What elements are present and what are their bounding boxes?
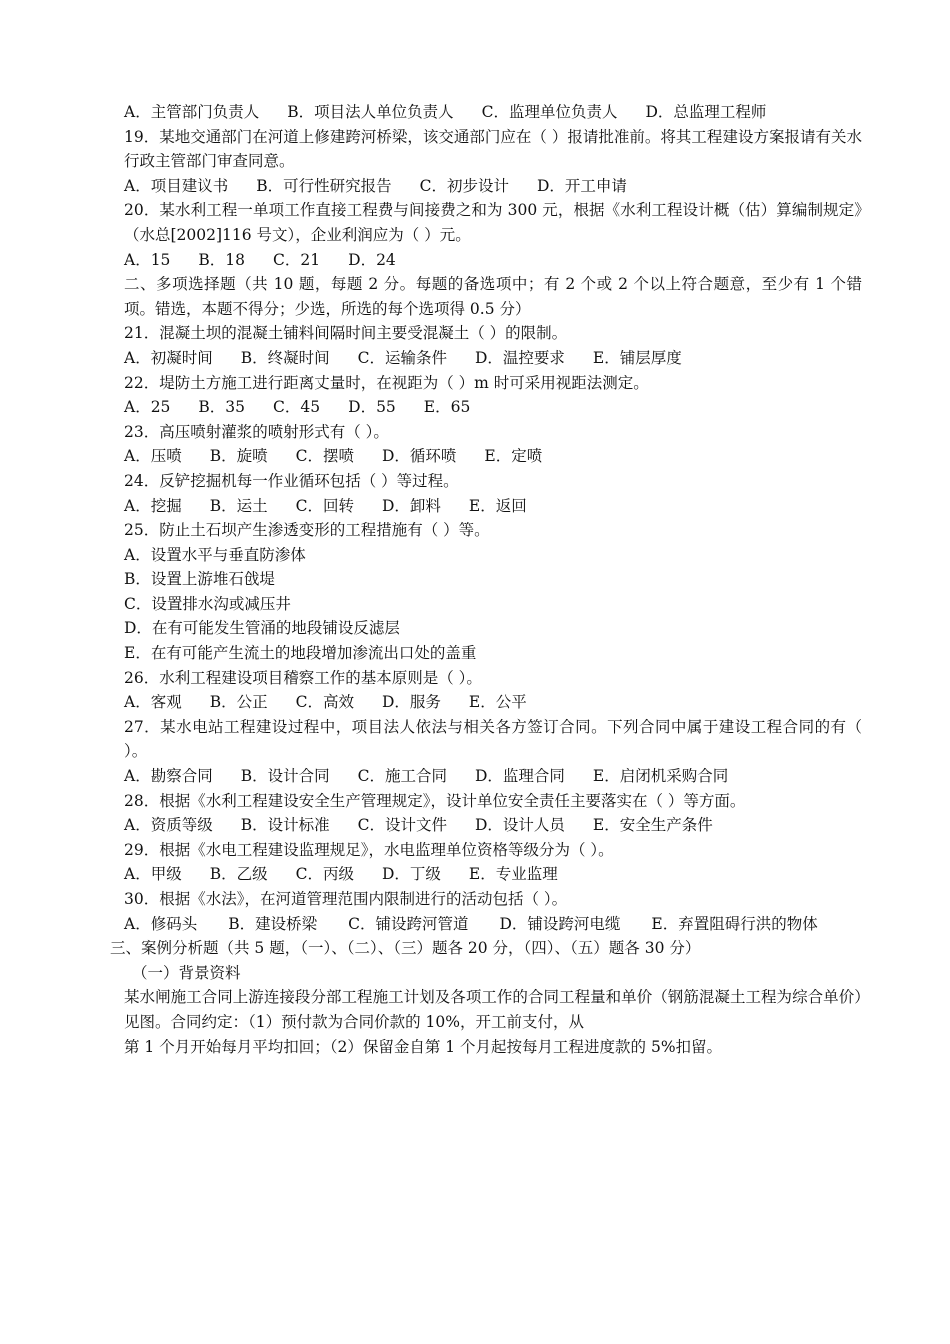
text-line: C．设置排水沟或减压井	[124, 594, 291, 613]
answer-option: C．丙级	[295, 865, 354, 884]
text-line: 三、案例分析题（共 5 题，（一）、（二）、（三）题各 20 分，（四）、（五）题各 30 分）	[110, 939, 701, 958]
answer-option: B．终凝时间	[240, 348, 330, 367]
answer-option: D．设计人员	[474, 816, 565, 835]
answer-option: A．勘察合同	[124, 767, 213, 786]
text-line: 23．高压喷射灌浆的喷射形式有（ ）。	[124, 422, 389, 441]
answer-option: E．安全生产条件	[592, 816, 713, 835]
answer-options-line	[92, 494, 862, 519]
answer-option: D．循环喷	[381, 447, 457, 466]
answer-option: A．初凝时间	[124, 348, 213, 367]
text-line: （一）背景资料	[132, 963, 241, 982]
answer-options-line	[92, 444, 862, 469]
answer-options-line	[92, 174, 862, 199]
text-line: 26．水利工程建设项目稽察工作的基本原则是（ ）。	[124, 668, 482, 687]
answer-option: D．总监理工程师	[645, 103, 767, 121]
answer-option: A．15	[124, 250, 171, 269]
answer-options-line	[92, 248, 862, 273]
answer-option: B．设计合同	[240, 767, 330, 786]
answer-option: C．监理单位负责人	[481, 103, 618, 121]
answer-option: E．65	[423, 398, 471, 417]
answer-option: B．旋喷	[209, 447, 268, 466]
answer-option: B．运土	[209, 496, 268, 515]
text-line: B．设置上游堆石戗堤	[124, 570, 275, 589]
answer-option: C．21	[273, 250, 321, 269]
text-line: 20．某水利工程一单项工作直接工程费与间接费之和为 300 元，根据《水利工程设计概（估）算编制规定》（水总[2002]116 号文），企业利润应为（ ）元。	[124, 201, 862, 244]
answer-option: C．45	[273, 398, 321, 417]
answer-options-line	[92, 813, 862, 838]
answer-option: B．乙级	[209, 865, 268, 884]
text-line: 29．根据《水电工程建设监理规足》，水电监理单位资格等级分为（ ）。	[124, 840, 614, 859]
answer-option: C．高效	[295, 693, 354, 712]
text-line: 24．反铲挖掘机每一作业循环包括（ ）等过程。	[124, 471, 459, 490]
answer-option: B．设计标准	[240, 816, 330, 835]
text-line: 某水闸施工合同上游连接段分部工程施工计划及各项工作的合同工程量和单价（钢筋混凝土工程为综合单价）见图。合同约定：（1）预付款为合同价款的 10%，开工前支付，从	[124, 988, 862, 1031]
answer-option: C．运输条件	[357, 348, 447, 367]
answer-option: D．开工申请	[536, 176, 627, 195]
answer-option: A．25	[124, 398, 171, 417]
text-line: E．在有可能产生流土的地段增加渗流出口处的盖重	[124, 644, 477, 663]
answer-option: D．丁级	[381, 865, 441, 884]
text-line: 19．某地交通部门在河道上修建跨河桥梁，该交通部门应在（ ）报请批准前。将其工程建设方案报请有关水行政主管部门审查同意。	[124, 127, 862, 171]
answer-options-line	[92, 346, 862, 371]
answer-option: A．甲级	[124, 865, 182, 884]
answer-options-line	[92, 395, 862, 420]
answer-option: D．24	[348, 250, 396, 269]
answer-option: A．压喷	[124, 447, 182, 466]
text-line: 27．某水电站工程建设过程中，项目法人依法与相关各方签订合同。下列合同中属于建设工程合同的有（ ）。	[124, 717, 862, 761]
answer-option: D．温控要求	[474, 348, 565, 367]
answer-option: A．主管部门负责人	[124, 103, 260, 121]
answer-option: B．公正	[209, 693, 268, 712]
answer-option: C．初步设计	[419, 176, 509, 195]
answer-option: E．启闭机采购合同	[592, 767, 729, 786]
text-line: 22．堤防土方施工进行距离丈量时，在视距为（ ）m 时可采用视距法测定。	[124, 373, 649, 392]
answer-option: E．定喷	[484, 447, 543, 466]
answer-option: D．55	[348, 398, 396, 417]
answer-option: A．挖掘	[124, 496, 182, 515]
answer-option: A．项目建议书	[124, 176, 229, 195]
answer-option: B．可行性研究报告	[256, 176, 392, 195]
text-line: 25．防止土石坝产生渗透变形的工程措施有（ ）等。	[124, 521, 490, 540]
text-line: 第 1 个月开始每月平均扣回；（2）保留金自第 1 个月起按每月工程进度款的 5%扣留。	[124, 1037, 723, 1056]
answer-option: C．摆喷	[295, 447, 354, 466]
text-line: 二、多项选择题（共 10 题，每题 2 分。每题的备选项中；有 2 个或 2 个以上符合题意，至少有 1 个错项。错选，本题不得分；少选，所选的每个选项得 0.5 分）	[124, 275, 862, 318]
answer-options-line	[92, 690, 862, 715]
answer-option: C．回转	[295, 496, 354, 515]
answer-option: A．资质等级	[124, 816, 213, 835]
answer-option: D．卸料	[381, 496, 441, 515]
answer-option: B．35	[198, 398, 246, 417]
answer-option: D．监理合同	[474, 767, 565, 786]
answer-option: C．设计文件	[357, 816, 447, 835]
text-line: D．在有可能发生管涌的地段铺设反滤层	[124, 619, 400, 638]
answer-option: D．服务	[381, 693, 441, 712]
document-body	[92, 100, 862, 1059]
answer-option: E．返回	[468, 496, 527, 515]
answer-options-line	[92, 100, 862, 125]
answer-option: E．公平	[468, 693, 527, 712]
text-line: 21．混凝土坝的混凝土铺料间隔时间主要受混凝土（ ）的限制。	[124, 324, 568, 343]
text-line: A．设置水平与垂直防渗体	[124, 545, 306, 564]
answer-option: C．施工合同	[357, 767, 447, 786]
answer-option: A．客观	[124, 693, 182, 712]
answer-option: B．18	[198, 250, 246, 269]
answer-options-line	[92, 862, 862, 887]
text-line: 30．根据《水法》，在河道管理范围内限制进行的活动包括（ ）。	[124, 890, 568, 908]
text-line: A．修码头 B．建设桥梁 C．铺设跨河管道 D．铺设跨河电缆 E．弃置阻碍行洪的物体	[124, 914, 818, 933]
answer-option: B．项目法人单位负责人	[287, 103, 454, 121]
answer-option: E．专业监理	[468, 865, 558, 884]
answer-options-line	[92, 764, 862, 789]
answer-option: E．铺层厚度	[592, 348, 682, 367]
text-line: 28．根据《水利工程建设安全生产管理规定》，设计单位安全责任主要落实在（ ）等方面。	[124, 791, 746, 810]
